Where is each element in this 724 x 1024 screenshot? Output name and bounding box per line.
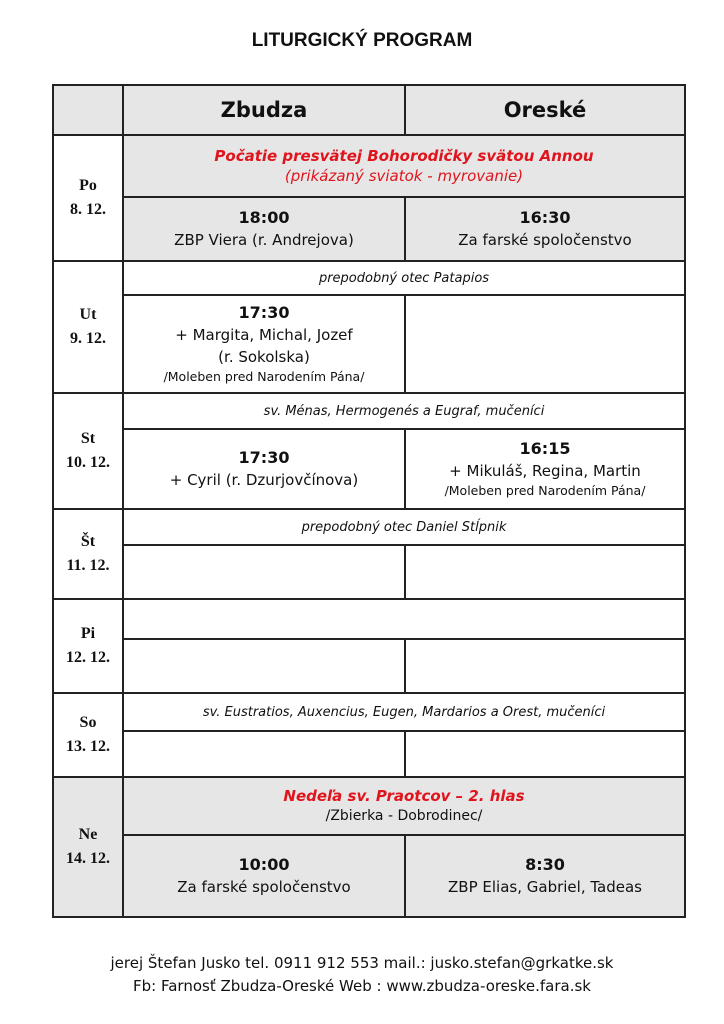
- service-note: /Moleben pred Narodením Pána/: [163, 369, 365, 384]
- service-intention: ZBP Viera (r. Andrejova): [174, 231, 354, 249]
- service-oreske: [405, 835, 685, 917]
- service-row: [53, 295, 685, 393]
- day-row-saint: [53, 509, 685, 545]
- service-time: 16:30: [519, 208, 571, 227]
- feast-title: Nedeľa sv. Praotcov – 2. hlas: [283, 787, 525, 805]
- day-name: Pi: [80, 625, 96, 642]
- day-name: St: [80, 430, 96, 447]
- footer-contact: jerej Štefan Jusko tel. 0911 912 553 mail.: jusko.stefan@grkatke.sk: [110, 954, 614, 972]
- service-time: 16:15: [519, 439, 571, 458]
- page-title: LITURGICKÝ PROGRAM: [251, 30, 473, 51]
- day-cell: [53, 509, 123, 599]
- service-oreske: [405, 429, 685, 509]
- day-date: 9. 12.: [70, 330, 106, 347]
- service-time: 18:00: [238, 208, 290, 227]
- column-header-zbudza: Zbudza: [123, 85, 405, 135]
- day-cell: [53, 777, 123, 917]
- saint-cell: sv. Ménas, Hermogenés a Eugraf, mučeníci: [123, 393, 685, 429]
- service-intention: ZBP Elias, Gabriel, Tadeas: [448, 878, 642, 896]
- day-name: Ut: [79, 306, 97, 323]
- service-time: 17:30: [238, 448, 290, 467]
- service-zbudza: [123, 429, 405, 509]
- feast-cell: [123, 777, 685, 835]
- saint-cell: prepodobný otec Daniel Stĺpnik: [123, 509, 685, 545]
- service-zbudza-empty: [123, 545, 405, 599]
- day-row-feast: [53, 135, 685, 197]
- day-date: 10. 12.: [66, 454, 110, 471]
- day-date: 14. 12.: [66, 850, 110, 867]
- service-zbudza-empty: [123, 639, 405, 693]
- footer: [0, 952, 724, 998]
- service-row: [53, 545, 685, 599]
- day-row-saint: [53, 693, 685, 731]
- day-cell: [53, 261, 123, 393]
- service-intention: + Cyril (r. Dzurjovčínova): [169, 471, 359, 489]
- saint-cell-empty: [123, 599, 685, 639]
- service-time: 10:00: [238, 855, 290, 874]
- day-date: 8. 12.: [70, 201, 106, 218]
- feast-title: Počatie presvätej Bohorodičky svätou Annou: [214, 147, 594, 165]
- day-name: So: [79, 714, 97, 731]
- feast-cell: [123, 135, 685, 197]
- service-row: [53, 639, 685, 693]
- day-name: Po: [79, 177, 97, 194]
- day-cell: [53, 693, 123, 777]
- day-cell: [53, 135, 123, 261]
- saint-cell: prepodobný otec Patapios: [123, 261, 685, 295]
- service-intention: Za farské spoločenstvo: [458, 231, 632, 249]
- day-cell: [53, 393, 123, 509]
- day-name: Št: [80, 533, 96, 550]
- service-intention: + Margita, Michal, Jozef: [175, 326, 353, 344]
- day-date: 13. 12.: [66, 738, 110, 755]
- service-row: [53, 731, 685, 777]
- day-date: 12. 12.: [66, 649, 110, 666]
- service-oreske-empty: [405, 295, 685, 393]
- service-time: 17:30: [238, 303, 290, 322]
- service-zbudza-empty: [123, 731, 405, 777]
- saint-cell: sv. Eustratios, Auxencius, Eugen, Mardarios a Orest, mučeníci: [123, 693, 685, 731]
- day-date: 11. 12.: [66, 557, 110, 574]
- service-row: [53, 835, 685, 917]
- service-intention: + Mikuláš, Regina, Martin: [449, 462, 641, 480]
- day-row-saint: [53, 261, 685, 295]
- day-row-feast: [53, 777, 685, 835]
- footer-web: Fb: Farnosť Zbudza-Oreské Web : www.zbudza-oreske.fara.sk: [133, 977, 591, 995]
- feast-note: /Zbierka - Dobrodinec/: [325, 808, 483, 824]
- service-intention-2: (r. Sokolska): [218, 348, 310, 366]
- service-oreske-empty: [405, 545, 685, 599]
- schedule-table: [52, 84, 686, 918]
- feast-subtitle: (prikázaný sviatok - myrovanie): [284, 167, 524, 185]
- service-note: /Moleben pred Narodením Pána/: [444, 483, 646, 498]
- service-time: 8:30: [525, 855, 565, 874]
- service-oreske-empty: [405, 731, 685, 777]
- day-cell: [53, 599, 123, 693]
- service-intention: Za farské spoločenstvo: [177, 878, 351, 896]
- header-row: [53, 85, 685, 135]
- header-corner: [53, 85, 123, 135]
- service-oreske-empty: [405, 639, 685, 693]
- day-name: Ne: [78, 826, 98, 843]
- column-header-oreske: Oreské: [405, 85, 685, 135]
- service-zbudza: [123, 835, 405, 917]
- service-zbudza: [123, 197, 405, 261]
- day-row-saint: [53, 393, 685, 429]
- service-row: [53, 197, 685, 261]
- service-row: [53, 429, 685, 509]
- day-row-saint: [53, 599, 685, 639]
- service-oreske: [405, 197, 685, 261]
- service-zbudza: [123, 295, 405, 393]
